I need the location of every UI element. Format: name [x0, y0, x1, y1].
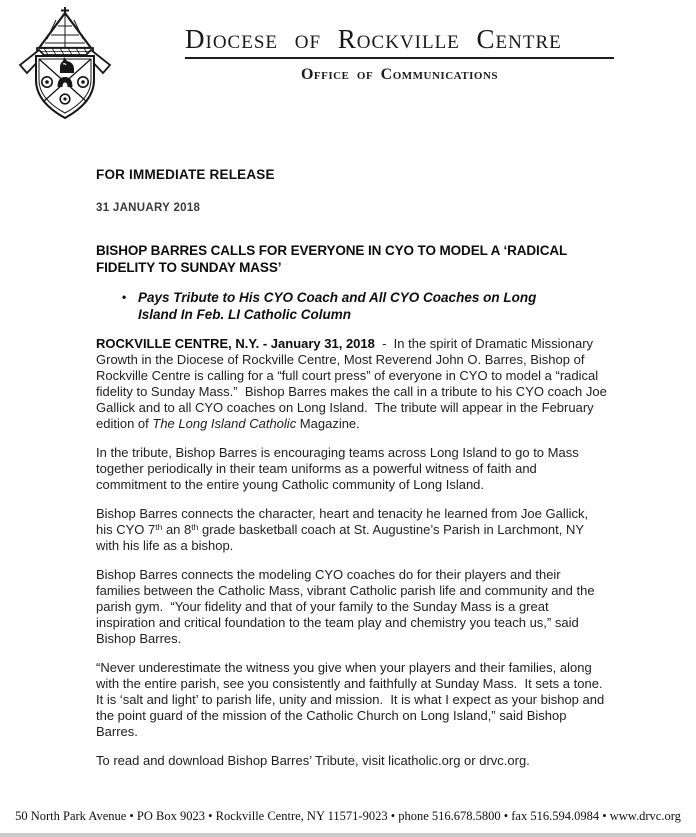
masthead-title: Diocese of Rockville Centre	[185, 24, 614, 59]
publication-name: The Long Island Catholic	[152, 416, 297, 431]
dateline: ROCKVILLE CENTRE, N.Y. - January 31, 2018	[96, 336, 375, 351]
tribute-bullet-item	[96, 289, 608, 323]
body-paragraph-6: To read and download Bishop Barres’ Tribute, visit licatholic.org or drvc.org.	[96, 753, 530, 768]
masthead	[185, 24, 614, 84]
press-release-body	[96, 167, 611, 769]
masthead-subtitle: Office of Communications	[300, 66, 499, 84]
ordinal-superscript: th	[191, 522, 199, 532]
footer-address: 50 North Park Avenue • PO Box 9023 • Rockville Centre, NY 11571-9023 • phone 516.678.5800 • fax 516.594.0984 • www.drvc.org	[15, 809, 681, 823]
paragraph-text: Magazine.	[296, 416, 360, 431]
body-paragraph-4: Bishop Barres connects the modeling CYO coaches do for their players and their families between the Catholic Mass, vibrant Catholic parish life and community and the parish gym. “Your fidelity and that of your family to the Sunday Mass is a great inspiration and critical foundation to the team play and chemistry you teach us,” said Bishop Barres.	[96, 567, 599, 646]
paragraph-text: grade basketball coach at St. Augustine’s Parish in Larchmont, NY with his life as a bishop.	[96, 522, 588, 553]
paragraph-text: In the spirit of Dramatic Missionary Growth in the Diocese of Rockville Centre, Most Reverend John O. Barres, Bishop of Rockville Centre is calling for a “full court press” of everyone in CYO to model a “radical fidelity to Sunday Mass.” Bishop Barres makes the call in a tribute to his CYO coach Joe Gallick and to all CYO coaches on Long Island. The tribute will appear in the February edition of	[96, 336, 611, 431]
paragraph-text: Bishop Barres connects the character, heart and tenacity he learned from Joe Gallick, his CYO 7	[96, 506, 592, 537]
body-paragraph-5: “Never underestimate the witness you give when your players and their families, along with the entire parish, see you consistently and faithfully at Sunday Mass. It sets a tone. It is ‘salt and light’ to parish life, unity and mission. It is what I expect as your bishop and the point guard of the mission of the Catholic Church on Long Island,” said Bishop Barres.	[96, 660, 610, 739]
bullet-marker-icon: •	[122, 290, 127, 304]
release-date: 31 JANUARY 2018	[96, 202, 201, 214]
body-paragraph-1	[96, 336, 611, 432]
paragraph-text: an 8	[162, 522, 192, 537]
bullet-text: Pays Tribute to His CYO Coach and All CYO Coaches on Long Island In Feb. LI Catholic Column	[138, 290, 537, 322]
headline: BISHOP BARRES CALLS FOR EVERYONE IN CYO TO MODEL A ‘RADICAL FIDELITY TO SUNDAY MASS’	[96, 243, 567, 275]
page-bottom-edge	[0, 833, 696, 837]
diocese-coat-of-arms-icon	[14, 6, 116, 124]
ordinal-superscript: th	[155, 522, 163, 532]
release-label: FOR IMMEDIATE RELEASE	[96, 167, 275, 182]
dateline-dash: -	[374, 336, 394, 351]
body-paragraph-3	[96, 506, 608, 554]
body-paragraph-2: In the tribute, Bishop Barres is encouraging teams across Long Island to go to Mass together periodically in their team uniforms as a powerful witness of faith and commitment to the entire young Catholic community of Long Island.	[96, 445, 583, 492]
